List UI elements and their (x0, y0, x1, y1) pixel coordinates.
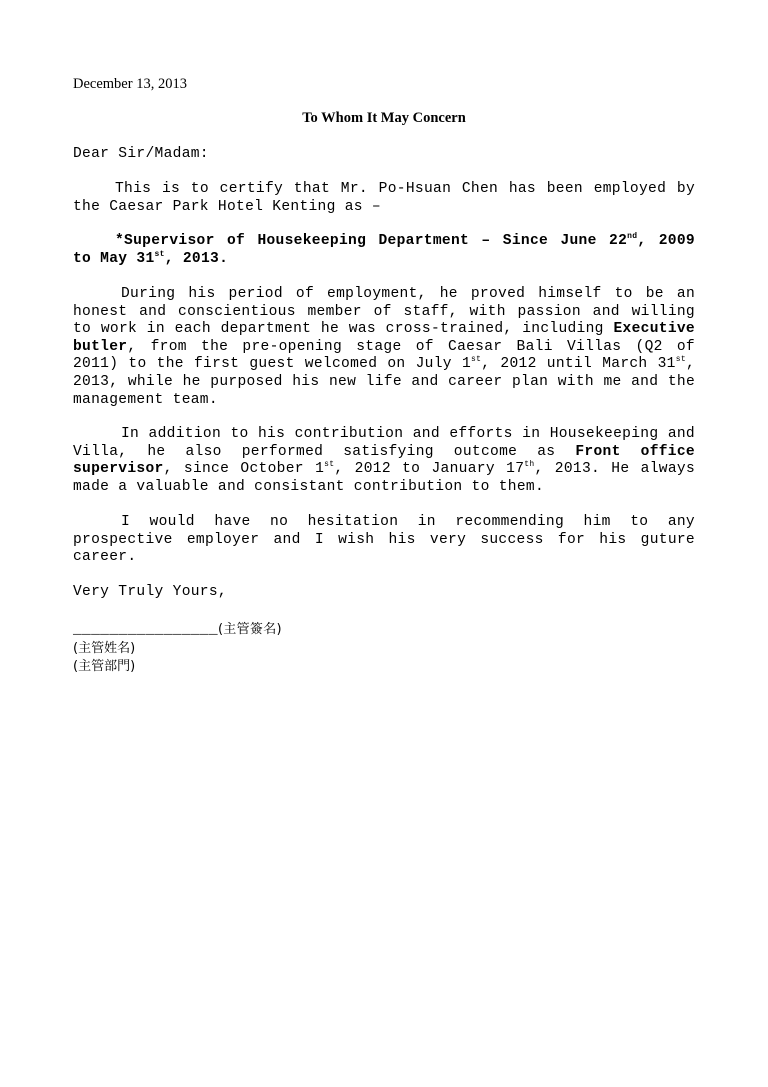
signature-line: ________________ (73, 622, 218, 638)
salutation: Dear Sir/Madam: (73, 146, 209, 162)
position-mid: , 2009 to May 31 (73, 233, 695, 267)
supervisor-name-label: (主管姓名) (73, 641, 136, 656)
para2-text-c: , 2012 until March 31 (481, 356, 676, 373)
paragraph-employment (73, 286, 695, 409)
para2-sup-2: st (675, 355, 686, 365)
paragraph-recommendation (73, 514, 695, 567)
para2-text-d: , 2013, while he purposed his new life and career plan with me and the management team. (73, 356, 696, 408)
position-sup-2: st (154, 249, 165, 259)
para3-bold-role: Front office supervisor (73, 443, 695, 478)
letter-date: December 13, 2013 (73, 76, 187, 92)
para2-text-b: , from the pre-opening stage of Caesar Bali Villas (Q2 of 2011) to the first guest welcomed on July 1 (73, 338, 695, 373)
para4-text: I would have no hesitation in recommending him to any prospective employer and I wish his very success for his guture career. (73, 514, 695, 566)
position-suffix: , 2013. (164, 250, 229, 267)
para3-text-a: In addition to his contribution and efforts in Housekeeping and Villa, he also performed satisfying outcome as (73, 426, 695, 460)
para3-text-b: , since October 1 (163, 461, 325, 478)
position-sup-1: nd (627, 232, 638, 241)
closing: Very Truly Yours, (73, 584, 227, 600)
supervisor-dept-label: (主管部門) (73, 659, 136, 674)
para2-sup-1: st (471, 355, 482, 365)
position-statement (73, 233, 695, 268)
para3-sup-1: st (324, 460, 335, 470)
position-prefix: *Supervisor of Housekeeping Department – Since June 22 (115, 233, 628, 249)
signature-line-row (73, 618, 282, 638)
letter-heading (0, 110, 768, 127)
para2-text-a: During his period of employment, he proved himself to be an honest and conscientious member of staff, with passion and willing to work in each department he was cross-trained, including (73, 286, 695, 338)
para3-text-d: , 2013. He always made a valuable and consistant contribution to them. (73, 461, 696, 495)
heading-text: To Whom It May Concern (302, 110, 466, 126)
paragraph-intro-text: This is to certify that Mr. Po-Hsuan Chen has been employed by the Caesar Park Hotel Kenting as – (73, 181, 695, 215)
paragraph-contribution (73, 426, 695, 496)
para2-bold-role: Executive butler (73, 321, 695, 355)
para3-sup-2: th (524, 460, 535, 470)
para3-text-c: , 2012 to January 17 (334, 461, 525, 478)
paragraph-intro (73, 181, 695, 216)
signature-label: (主管簽名) (217, 622, 282, 637)
